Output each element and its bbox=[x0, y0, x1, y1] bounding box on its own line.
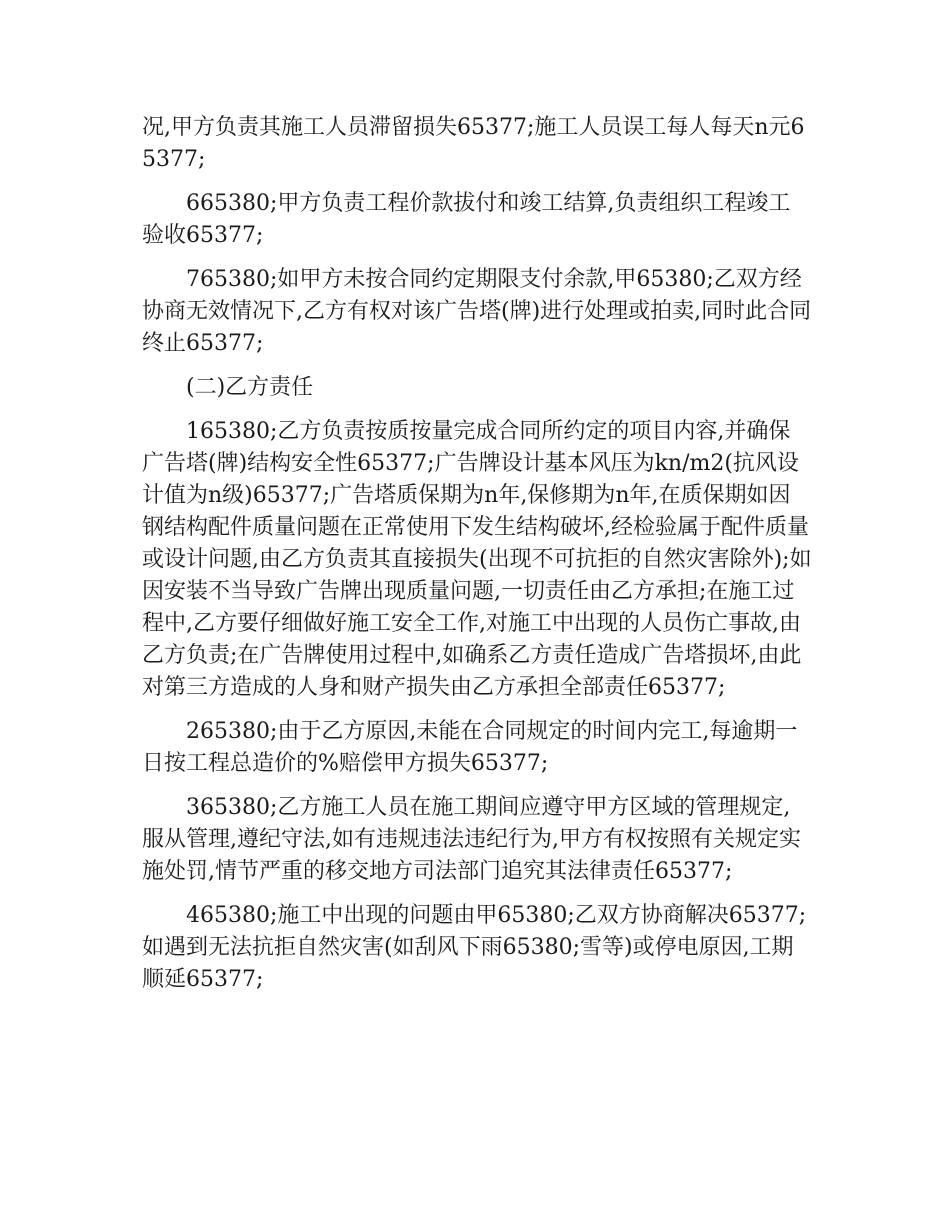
paragraph-2: 665380;甲方负责工程价款拔付和竣工结算,负责组织工程竣工验收65377; bbox=[142, 191, 791, 248]
paragraph-1: 况,甲方负责其施工人员滞留损失65377;施工人员误工每人每天n元65377; bbox=[142, 115, 805, 172]
paragraph-5: 165380;乙方负责按质按量完成合同所约定的项目内容,并确保广告塔(牌)结构安全性65377;广告牌设计基本风压为kn/m2(抗风设计值为n级)65377;广告塔质保期为n年,保修期为n年,在质保期如因钢结构配件质量问题在正常使用下发生结构破坏,经检验属于配件质量或设计问题,由乙方负责其直接损失(出现不可抗拒的自然灾害除外);如因安装不当导致广告牌出现质量问题,一切责任由乙方承担;在施工过程中,乙方要仔细做好施工安全工作,对施工中出现的人员伤亡事故,由乙方负责;在广告牌使用过程中,如确系乙方责任造成广告塔损坏,由此对第三方造成的人身和财产损失由乙方承担全部责任65377; bbox=[142, 419, 812, 700]
paragraph-6: 265380;由于乙方原因,未能在合同规定的时间内完工,每逾期一日按工程总造价的%赔偿甲方损失65377; bbox=[142, 719, 798, 776]
section-heading-party-b: (二)乙方责任 bbox=[186, 375, 314, 400]
document-page bbox=[142, 112, 812, 1008]
paragraph-8: 465380;施工中出现的问题由甲65380;乙双方协商解决65377;如遇到无法抗拒自然灾害(如刮风下雨65380;雪等)或停电原因,工期顺延65377; bbox=[142, 903, 807, 992]
paragraph-7: 365380;乙方施工人员在施工期间应遵守甲方区域的管理规定,服从管理,遵纪守法,如有违规违法违纪行为,甲方有权按照有关规定实施处罚,情节严重的移交地方司法部门追究其法律责任65377; bbox=[142, 795, 801, 884]
paragraph-3: 765380;如甲方未按合同约定期限支付余款,甲65380;乙双方经协商无效情况下,乙方有权对该广告塔(牌)进行处理或拍卖,同时此合同终止65377; bbox=[142, 267, 812, 356]
